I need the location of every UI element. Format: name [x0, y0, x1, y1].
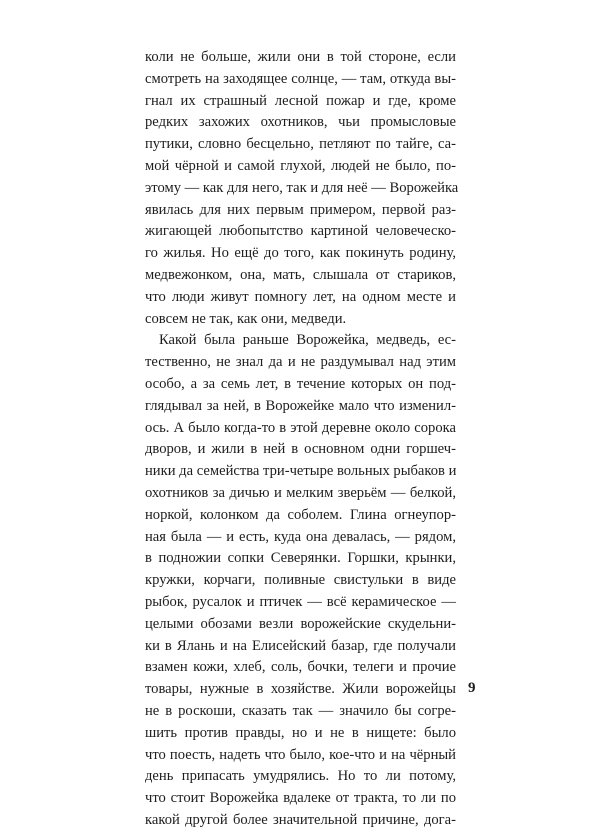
text-line: норкой, колонком да соболем. Глина огнеупор- [145, 506, 456, 523]
page-number: 9 [468, 680, 476, 696]
text-line: взамен кожи, хлеб, соль, бочки, телеги и прочие [145, 659, 456, 676]
text-line: товары, нужные в хозяйстве. Жили ворожейцы [145, 681, 456, 698]
text-line: целыми обозами везли ворожейские скудельни- [145, 615, 456, 632]
text-line: го жилья. Но ещё до того, как покинуть родину, [145, 245, 456, 262]
text-line: ось. А было когда-то в этой деревне около сорока [145, 419, 456, 436]
text-line: гнал их страшный лесной пожар и где, кроме [145, 92, 456, 109]
text-line: медвежонком, она, мать, слышала от стариков, [145, 266, 456, 283]
body-text [145, 47, 459, 832]
text-line: дворов, и жили в ней в основном одни горшеч- [145, 441, 456, 458]
text-line: кружки, корчаги, поливные свистульки в виде [145, 572, 456, 589]
text-line: ная была — и есть, куда она девалась, — рядом, [145, 528, 456, 545]
text-line: не в роскоши, сказать так — значило бы согре- [145, 702, 456, 719]
text-line: этому — как для него, так и для неё — Ворожейка [145, 179, 459, 196]
text-line-paragraph-start: Какой была раньше Ворожейка, медведь, ес- [159, 332, 456, 349]
text-line: день припасать умудрялись. Но то ли потому, [145, 768, 456, 785]
text-line: охотников за дичью и мелким зверьём — белкой, [145, 484, 456, 501]
text-line: рыбок, русалок и птичек — всё керамическое — [145, 593, 456, 610]
text-line: жигающей любопытство картиной человеческо- [145, 223, 456, 240]
text-line: коли не больше, жили они в той стороне, если [145, 49, 456, 65]
text-line: что стоит Ворожейка вдалеке от тракта, то ли по [145, 790, 456, 807]
text-line: ки в Ялань и на Елисейский базар, где получали [145, 637, 456, 654]
text-line: ники да семейства три-четыре вольных рыбаков и [145, 463, 457, 480]
text-line: редких захожих охотников, чьи промысловые [145, 114, 456, 131]
text-line: путики, словно бесцельно, петляют по тайге, са- [145, 136, 456, 153]
text-line: в подножии сопки Северянки. Горшки, крынки, [145, 550, 456, 567]
text-line: явилась для них первым примером, первой раз- [145, 201, 456, 218]
text-line: какой другой более значительной причине, дога- [145, 811, 456, 828]
text-line: смотреть на заходящее солнце, — там, откуда вы- [145, 70, 456, 87]
text-line: что люди живут помногу лет, на одном месте и [145, 288, 456, 305]
text-line: тественно, не знал да и не раздумывал над этим [145, 354, 456, 371]
text-line: глядывал за ней, в Ворожейке мало что изменил- [145, 397, 456, 414]
text-line: мой чёрной и самой глухой, людей не было, по- [145, 157, 456, 174]
text-line: шить против правды, но и не в нищете: было [145, 724, 456, 741]
text-line: особо, а за семь лет, в течение которых он под- [145, 375, 456, 392]
text-line: совсем не так, как они, медведи. [145, 310, 347, 327]
text-line: что поесть, надеть что было, кое-что и на чёрный [145, 746, 456, 763]
